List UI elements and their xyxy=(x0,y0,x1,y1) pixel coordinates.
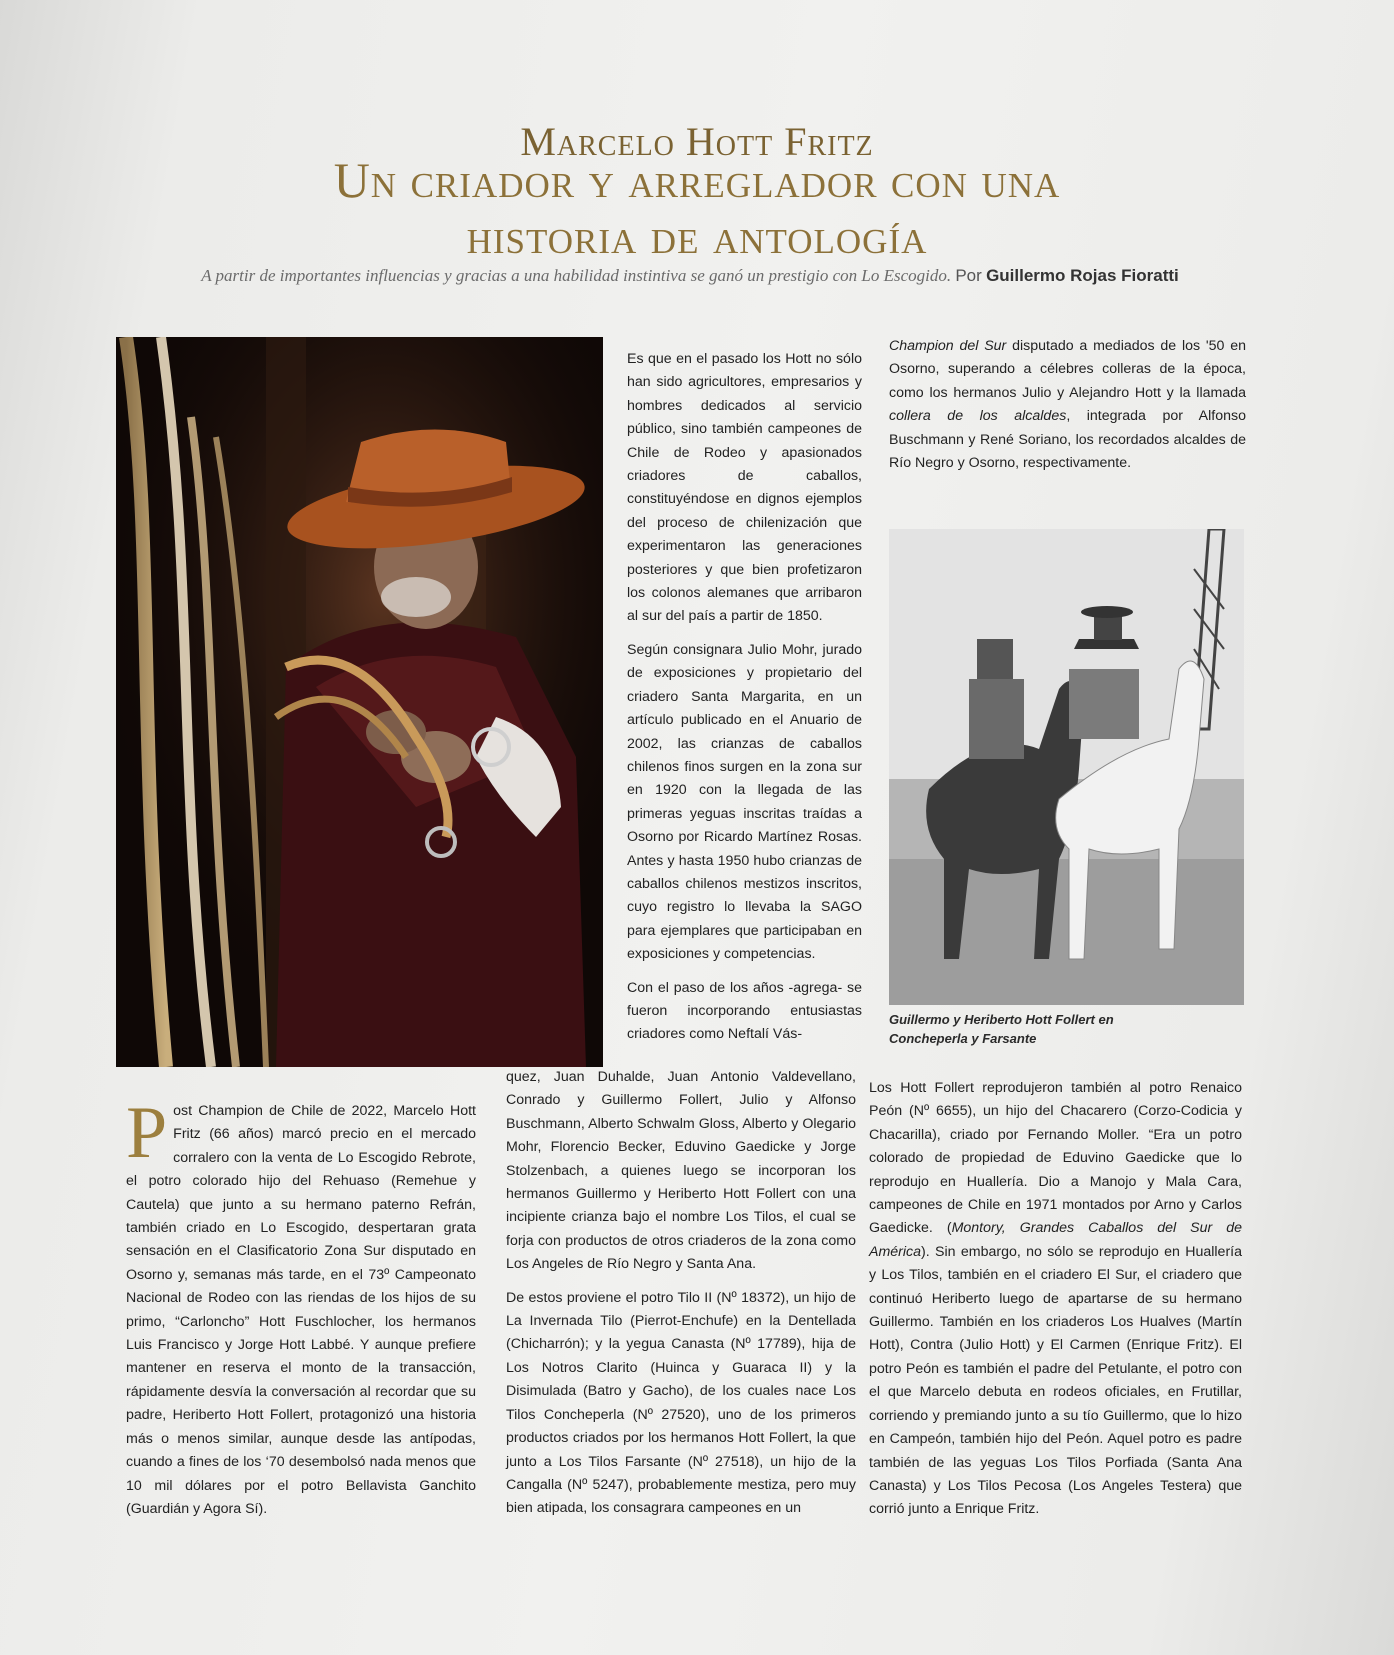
col1-paragraph-1 xyxy=(126,1092,476,1521)
col3-p2-text-b: ). Sin embargo, no sólo se reprodujo en Huallería y Los Tilos, también en el criadero El Sur, el criadero que continuó Heriberto luego de apartarse de su hermano Guillermo. También en los criaderos Los Hualves (Martín Hott), Contra (Julio Hott) y El Carmen (Enrique Fritz). El potro Peón es también el padre del Petulante, el potro con el que Marcelo debuta en rodeos oficiales, en Frutillar, corriendo y premiando junto a su tío Guillermo, que lo hizo en Campeón, también hijo del Peón. Aquel potro es padre también de las yeguas Los Tilos Porfiada (Santa Ana Canasta) y Los Tilos Pecosa (Los Angeles Testera) que corrió junto a Enrique Fritz. xyxy=(869,1243,1242,1518)
article-deck xyxy=(110,266,1270,286)
caption-line-1: Guillermo y Heriberto Hott Follert en xyxy=(889,1012,1114,1027)
riders-illustration xyxy=(889,529,1244,1005)
col3-text-b: , integrada por Alfonso Buschmann y René Soriano, los recordados alcaldes de Río Negro y Osorno, respectivamente. xyxy=(889,408,1246,472)
column-3-bottom-text xyxy=(869,1077,1242,1532)
column-3-top-text xyxy=(889,335,1246,485)
col3-italic-collera: collera de los alcaldes xyxy=(889,408,1067,425)
byline-author: Guillermo Rojas Fioratti xyxy=(986,266,1179,285)
column-2-top-text xyxy=(627,348,862,1047)
article-kicker: Marcelo Hott Fritz xyxy=(520,119,874,164)
deck-text: A partir de importantes influencias y gracias a una habilidad instintiva se ganó un prestigio con Lo Escogido. xyxy=(201,266,952,285)
col3-italic-title: Champion del Sur xyxy=(889,338,1007,354)
col2-paragraph-1: Es que en el pasado los Hott no sólo han sido agricultores, empresarios y hombres dedicados al servicio público, sino también campeones de Chile de Rodeo y apasionados criadores de caballos, constituyéndose en dignos ejemplos del proceso de chilenización que experimentaron las generaciones posteriores y que bien profetizaron los colonos alemanes que arribaron al sur del país a partir de 1850. xyxy=(627,351,862,625)
riders-historic-photo xyxy=(889,529,1244,1005)
col3-paragraph-2 xyxy=(869,1077,1242,1522)
col1-text: ost Champion de Chile de 2022, Marcelo Hott Fritz (66 años) marcó precio en el mercado corralero con la venta de Lo Escogido Rebrote, el potro colorado hijo del Rehuaso (Remehue y Cautela) que junto a su hermano paterno Refrán, también criado en Lo Escogido, despertaran grata sensación en el Clasificatorio Zona Sur disputado en Osorno y, semanas más tarde, en el 73º Campeonato Nacional de Rodeo con las riendas de los hijos de su primo, “Carloncho” Hott Fuschlocher, los hermanos Luis Francisco y Jorge Hott Labbé. Y aunque prefiere mantener en reserva el monto de la transacción, rápidamente desvía la conversación al recordar que su padre, Heriberto Hott Follert, protagonizó una historia más o menos similar, aunque desde las antípodas, cuando a fines de los ‘70 desembolsó nada menos que 10 mil dólares por el potro Bellavista Ganchito (Guardián y Agora Sí). xyxy=(126,1103,476,1517)
column-2-bottom-text xyxy=(506,1066,856,1531)
col2-paragraph-4: De estos proviene el potro Tilo II (Nº 18372), un hijo de La Invernada Tilo (Pierrot-Enchufe) en la Dentellada (Chicharrón); y la yegua Canasta (Nº 17789), hija de Los Notros Clarito (Huinca y Guaraca II) y la Disimulada (Batro y Gacho), de los cuales nace Los Tilos Concheperla (Nº 27520), uno de los primeros productos criados por los hermanos Hott Follert, la que junto a Los Tilos Farsante (Nº 27518), un hijo de la Cangalla (Nº 5247), probablemente mestiza, pero muy bien atipada, los consagrara campeones en un xyxy=(506,1289,856,1517)
article-headline xyxy=(0,152,1394,264)
col2-paragraph-2: Según consignara Julio Mohr, jurado de exposiciones y propietario del criadero Santa Margarita, en un artículo publicado en el Anuario de 2002, las crianzas de caballos chilenos finos surgen en la zona sur en 1920 con la llegada de las primeras yeguas inscritas traídas a Osorno por Ricardo Martínez Rosas. Antes y hasta 1950 hubo crianzas de caballos chilenos mestizos inscritos, cuyo registro lo llevaba la SAGO para ejemplares que participaban en exposiciones y competencias. xyxy=(627,641,862,963)
col2-paragraph-3b: quez, Juan Duhalde, Juan Antonio Valdevellano, Conrado y Guillermo Follert, Julio y Alfonso Buschmann, Alberto Schwalm Gloss, Alberto y Olegario Mohr, Florencio Becker, Eduvino Gaedicke y Jorge Stolzenbach, a quienes luego se incorporan los hermanos Guillermo y Heriberto Hott Follert con una incipiente crianza bajo el nombre Los Tilos, el cual se forja con productos de otros criaderos de la zona como Los Angeles de Río Negro y Santa Ana. xyxy=(506,1069,856,1273)
col3-p2-text-a: Los Hott Follert reprodujeron también al potro Renaico Peón (Nº 6655), un hijo del Chacarero (Corzo-Codicia y Chacarilla), criado por Fernando Moller. “Era un potro colorado de propiedad de Eduvino Gaedicke que lo reprodujo en Huallería. Dio a Manojo y Mala Cara, campeones de Chile en 1971 montados por Arno y Carlos Gaedicke. ( xyxy=(869,1080,1242,1237)
col3-p2-italic: Montory, Grandes Caballos del Sur de América xyxy=(869,1220,1242,1260)
col3-text-a: disputado a mediados de los '50 en Osorno, superando a célebres colleras de la época, como los hermanos Julio y Alejandro Hott y la llamada xyxy=(889,338,1247,401)
headline-line-1: Un criador y arreglador con una xyxy=(333,152,1061,208)
drop-cap: P xyxy=(126,1092,168,1174)
column-1-text xyxy=(126,1092,476,1531)
col2-paragraph-3a: Con el paso de los años -agrega- se fueron incorporando entusiastas criadores como Neftalí Vás- xyxy=(627,979,862,1043)
headline-line-2: historia de antología xyxy=(466,208,928,264)
caption-line-2: Concheperla y Farsante xyxy=(889,1031,1037,1046)
huaso-portrait-illustration xyxy=(116,337,603,1067)
col3-paragraph-1 xyxy=(889,335,1246,475)
huaso-portrait-photo xyxy=(116,337,603,1067)
byline-prefix: Por xyxy=(955,266,982,285)
bw-photo-caption xyxy=(889,1010,1189,1048)
